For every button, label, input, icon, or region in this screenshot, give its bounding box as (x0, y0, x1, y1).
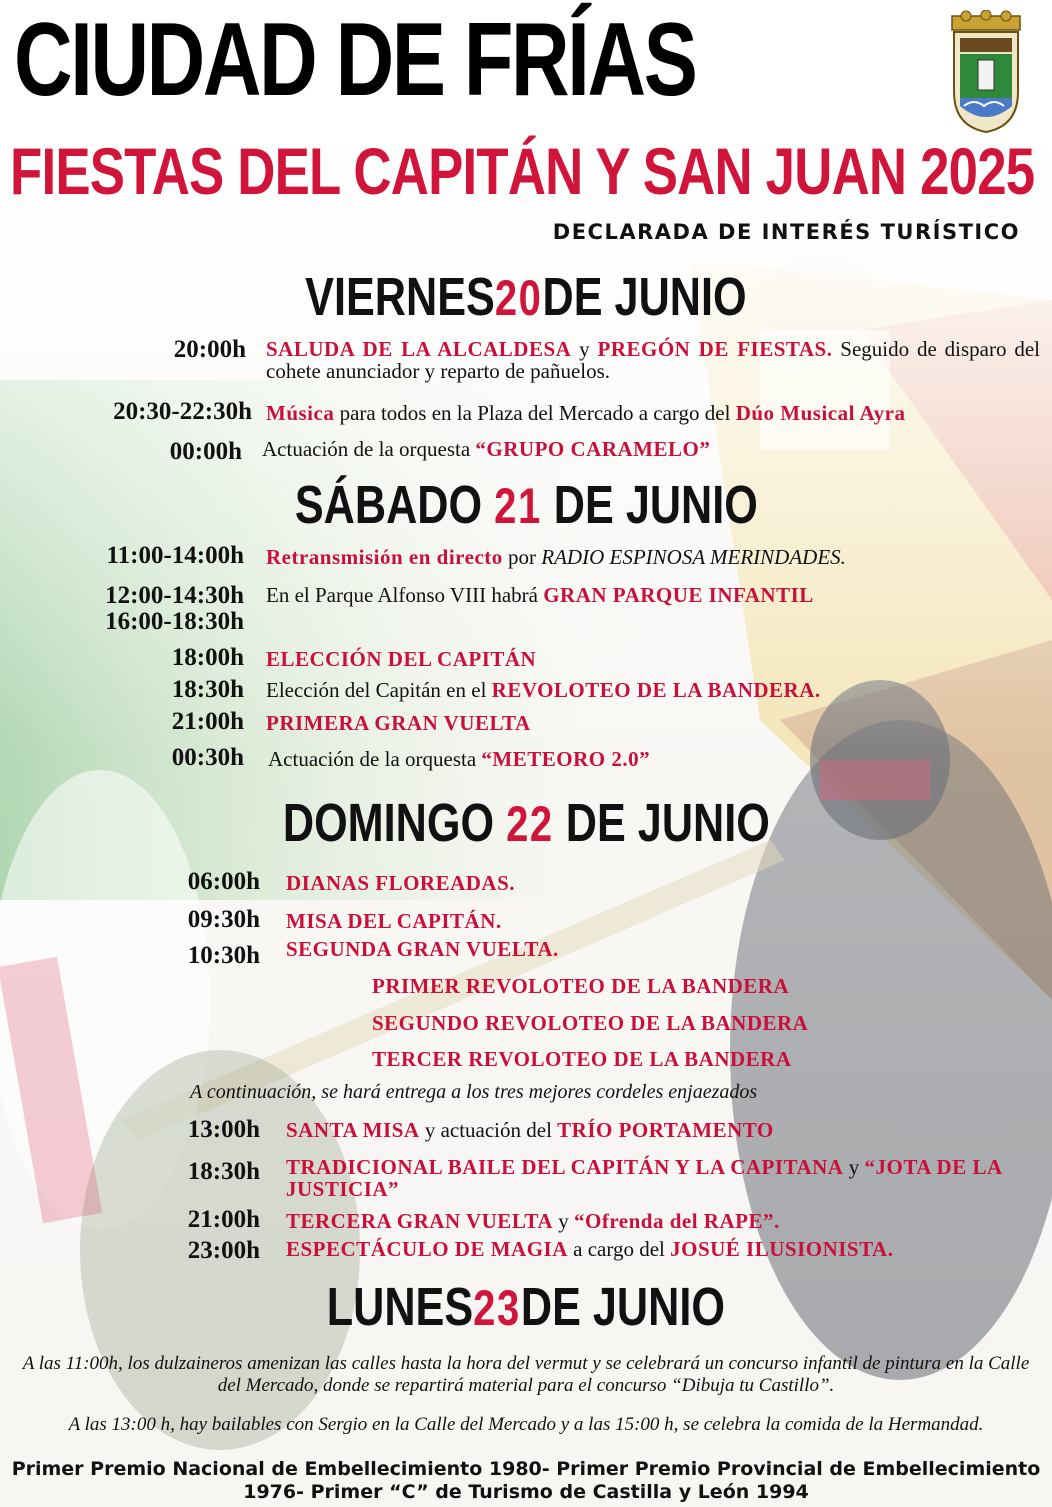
poster-title: CIUDAD DE FRÍAS (14, 2, 696, 118)
event-description: Actuación de la orquesta “METEORO 2.0” (268, 747, 651, 771)
day-number: 22 (505, 796, 554, 852)
event-time: 00:30h (171, 744, 244, 771)
event-description: PRIMERA GRAN VUELTA (266, 711, 531, 735)
event-description: Actuación de la orquesta “GRUPO CARAMELO” (262, 437, 711, 461)
event-description: SEGUNDA GRAN VUELTA. (286, 937, 559, 961)
event-time: 09:30h (187, 906, 260, 933)
event-description: DIANAS FLOREADAS. (286, 871, 516, 895)
event-time: 23:00h (187, 1237, 260, 1264)
event-time: 16:00-18:30h (105, 608, 244, 635)
event-description: ELECCIÓN DEL CAPITÁN (266, 647, 537, 671)
event-time: 12:00-14:30h (105, 582, 244, 609)
event-description: En el Parque Alfonso VIII habrá GRAN PARQUE INFANTIL (266, 583, 814, 607)
lunes-paragraph: A las 11:00h, los dulzaineros amenizan las calles hasta la hora del vermut y se celebrará un concurso infantil de pintura en la Calle del Mercado, donde se repartirá material para el concurso “Dibuja tu Castillo”. (22, 1353, 1030, 1396)
day-number: 21 (493, 478, 542, 534)
event-description: MISA DEL CAPITÁN. (286, 909, 502, 933)
day-heading-viernes: VIERNES20DE JUNIO (305, 267, 747, 327)
event-time: 20:30-22:30h (113, 398, 252, 425)
event-description: ESPECTÁCULO DE MAGIA a cargo del JOSUÉ ILUSIONISTA. (286, 1237, 894, 1261)
event-time: 18:30h (171, 676, 244, 703)
day-heading-sabado: SÁBADO 21 DE JUNIO (294, 475, 758, 535)
event-description: Elección del Capitán en el REVOLOTEO DE LA BANDERA. (266, 678, 821, 702)
event-time: 18:30h (187, 1158, 260, 1185)
event-description: TRADICIONAL BAILE DEL CAPITÁN Y LA CAPITANA y “JOTA DE LA JUSTICIA” (286, 1155, 1002, 1201)
event-time: 10:30h (187, 942, 260, 969)
event-description: TERCERA GRAN VUELTA y “Ofrenda del RAPE”. (286, 1209, 780, 1233)
poster-subtitle: FIESTAS DEL CAPITÁN Y SAN JUAN 2025 (10, 134, 1035, 208)
declared-label: DECLARADA DE INTERÉS TURÍSTICO (552, 220, 1020, 244)
continuation-note: A continuación, se hará entrega a los tres mejores cordeles enjaezados (190, 1081, 758, 1103)
day-heading-lunes: LUNES23DE JUNIO (326, 1277, 726, 1337)
coat-of-arms-icon (946, 10, 1026, 134)
revoloteo-item: TERCER REVOLOTEO DE LA BANDERA (372, 1047, 792, 1071)
day-number: 23 (473, 1280, 522, 1336)
event-time: 18:00h (171, 644, 244, 671)
event-description: SANTA MISA y actuación del TRÍO PORTAMENTO (286, 1118, 774, 1142)
event-description: Retransmisión en directo por RADIO ESPINOSA MERINDADES. (266, 545, 846, 569)
event-time: 06:00h (187, 868, 260, 895)
event-time: 21:00h (171, 708, 244, 735)
event-time: 13:00h (187, 1116, 260, 1143)
footer-awards: Primer Premio Nacional de Embellecimiento 1980- Primer Premio Provincial de Embellecimiento 1976- Primer “C” de Turismo de Castilla y León 1994 (11, 1458, 1041, 1503)
revoloteo-item: PRIMER REVOLOTEO DE LA BANDERA (372, 974, 790, 998)
event-description: Música para todos en la Plaza del Mercado a cargo del Dúo Musical Ayra (266, 401, 906, 425)
revoloteo-item: SEGUNDO REVOLOTEO DE LA BANDERA (372, 1011, 809, 1035)
day-heading-domingo: DOMINGO 22 DE JUNIO (282, 793, 770, 853)
event-time: 11:00-14:00h (106, 542, 244, 569)
event-time: 20:00h (173, 336, 246, 363)
event-time: 21:00h (187, 1206, 260, 1233)
event-description: SALUDA DE LA ALCALDESA y PREGÓN DE FIESTAS. Seguido de disparo del cohete anunciador y reparto de pañuelos. (266, 337, 1040, 383)
event-time: 00:00h (169, 438, 242, 465)
day-number: 20 (494, 270, 543, 326)
lunes-paragraph: A las 13:00 h, hay bailables con Sergio en la Calle del Mercado y a las 15:00 h, se celebra la comida de la Hermandad. (68, 1414, 984, 1435)
